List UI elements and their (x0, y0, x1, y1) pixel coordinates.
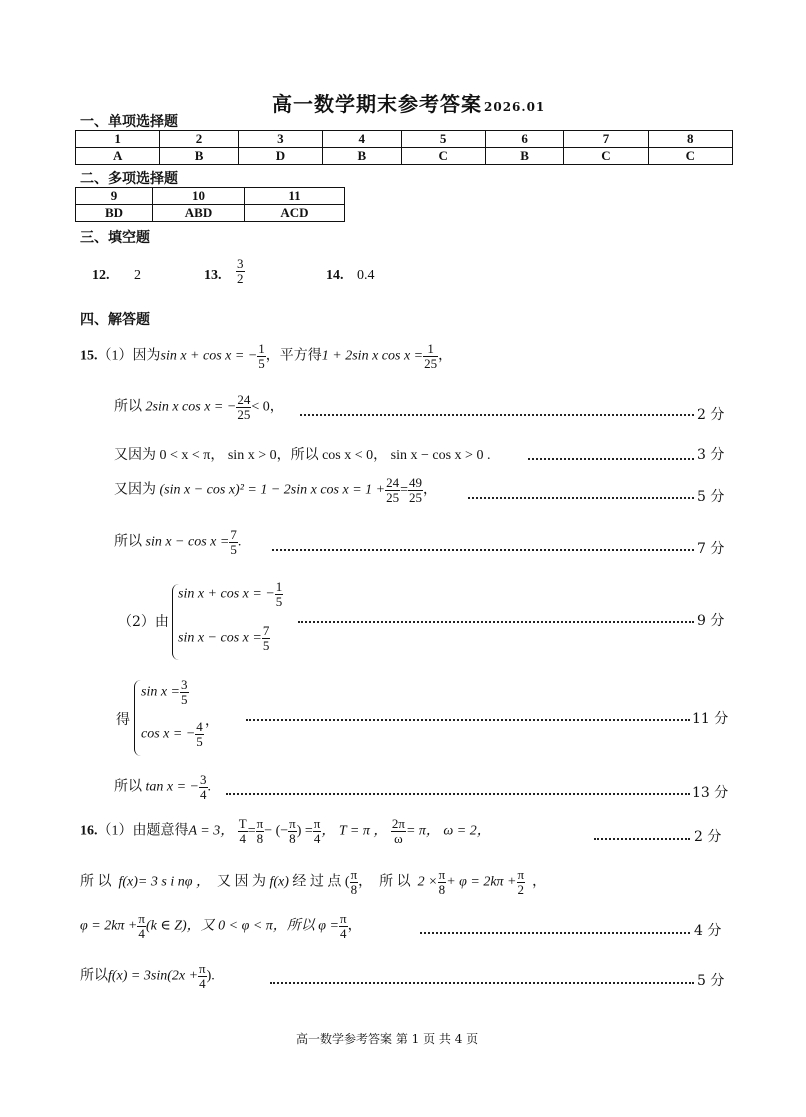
numerator: 24 (237, 392, 251, 407)
denominator: 25 (409, 489, 423, 505)
numerator: π (350, 867, 358, 882)
denominator: 5 (275, 593, 283, 609)
numerator: π (256, 816, 264, 831)
q14-number: 14. (326, 268, 344, 283)
denominator: 2 (237, 270, 244, 286)
q15-part2-label: （2）由 (118, 614, 169, 630)
dot-leader (298, 621, 694, 623)
q12-answer: 2 (134, 268, 141, 283)
denominator: ω (394, 830, 403, 846)
numerator: 7 (262, 623, 270, 638)
score: 3 分 (697, 447, 725, 463)
expr: sin x + cos x = − (160, 348, 258, 364)
fraction (517, 868, 526, 896)
table-row (76, 188, 345, 205)
table-cell: 7 (564, 131, 648, 148)
table-cell: 10 (153, 188, 245, 205)
fraction (229, 528, 238, 556)
denominator: 5 (230, 541, 237, 557)
fraction (198, 962, 207, 990)
numerator: π (438, 867, 446, 882)
denominator: 8 (350, 881, 358, 897)
text: ， (205, 714, 219, 729)
denominator: 4 (239, 830, 246, 846)
fraction (262, 624, 271, 652)
fraction (195, 720, 204, 748)
numerator: 4 (196, 719, 203, 734)
page-title (272, 88, 545, 117)
system-row-2 (178, 624, 270, 652)
fraction (236, 257, 245, 285)
table-cell: 3 (238, 131, 322, 148)
text: （1）由题意得 (97, 823, 189, 839)
q15-result-label: 得 (116, 712, 130, 728)
q16-line-4 (80, 962, 215, 990)
fraction (256, 817, 265, 845)
expr: 2sin x cos x = − (145, 399, 237, 415)
text: = (247, 823, 256, 839)
score: 4 分 (694, 923, 722, 939)
text: ). (206, 968, 215, 984)
expr: A = 3， (188, 823, 235, 839)
numerator: 1 (423, 342, 438, 357)
table-cell: 11 (245, 188, 345, 205)
expr: 2 × (417, 874, 438, 890)
denominator: 4 (340, 925, 347, 941)
text: 又因为 (114, 482, 156, 498)
table-cell: 9 (76, 188, 153, 205)
q16-number: 16. (80, 823, 98, 839)
expr: = π， ω = 2， (405, 823, 491, 839)
table-cell: A (76, 148, 160, 165)
dot-leader (468, 497, 694, 499)
system-row-1 (178, 580, 283, 608)
text: 所以 (114, 779, 142, 795)
expr: (sin x − cos x)² = 1 − 2sin x cos x = 1 + (159, 482, 386, 498)
text: 所 以 (80, 874, 112, 890)
page-footer: 高一数学参考答案 第 1 页 共 4 页 (296, 1032, 479, 1046)
table-cell: D (238, 148, 322, 165)
dot-leader (594, 838, 690, 840)
q15-line-3: 又因为 0 < x < π， sin x > 0，所以 cos x < 0， sin x − cos x > 0 . (114, 448, 491, 463)
numerator: 3 (200, 772, 207, 787)
text: ， (358, 874, 373, 890)
text: 所以 (114, 534, 142, 550)
q13-answer (236, 257, 245, 285)
numerator: π (138, 911, 145, 926)
text: . (237, 534, 242, 550)
expr: tan x = − (145, 779, 199, 795)
expr: sin x = (141, 684, 180, 700)
fraction (137, 912, 146, 940)
numerator: 1 (258, 341, 265, 356)
system-row-1 (141, 678, 189, 706)
denominator: 5 (196, 733, 203, 749)
table-cell: 8 (648, 131, 732, 148)
text: 所以 (114, 399, 142, 415)
section-single-choice: 一、单项选择题 (80, 114, 178, 130)
denominator: 25 (237, 406, 251, 422)
multi-choice-table (75, 187, 345, 222)
fraction (438, 868, 447, 896)
expr: cos x = − (141, 726, 196, 742)
expr: + φ = 2kπ + (446, 874, 517, 890)
denominator: 8 (256, 830, 264, 846)
denominator: 4 (138, 925, 145, 941)
q14-answer: 0.4 (357, 268, 375, 283)
expr: φ = 2kπ + (80, 918, 138, 934)
title-text: 高一数学期末参考答案 (272, 92, 482, 116)
dot-leader (270, 982, 694, 984)
expr: sin x − cos x = (145, 534, 230, 550)
table-cell: 4 (323, 131, 401, 148)
denominator: 4 (200, 786, 207, 802)
score: 7 分 (697, 541, 725, 557)
dot-leader (420, 932, 690, 934)
denominator: 5 (181, 691, 188, 707)
section-solutions: 四、解答题 (80, 312, 150, 328)
denominator: 5 (258, 355, 265, 371)
single-choice-table (75, 130, 733, 165)
numerator: 3 (181, 677, 188, 692)
table-cell: 2 (160, 131, 238, 148)
text: 又 因 为 (216, 874, 266, 890)
denominator: 2 (517, 881, 525, 897)
fraction (423, 342, 438, 370)
denominator: 8 (289, 830, 296, 846)
denominator: 25 (424, 355, 438, 371)
table-cell: 1 (76, 131, 160, 148)
numerator: 24 (386, 475, 400, 490)
numerator: T (238, 816, 247, 831)
table-cell: 6 (485, 131, 563, 148)
table-cell: 5 (401, 131, 485, 148)
table-cell: B (160, 148, 238, 165)
text: ， (347, 918, 362, 934)
text: − (− (264, 823, 289, 839)
dot-leader (246, 719, 690, 721)
title-date: 2026.01 (484, 100, 546, 114)
text: ， (532, 874, 547, 890)
expr: sin x − cos x = (178, 630, 262, 646)
q12-number: 12. (92, 268, 110, 283)
table-cell: B (323, 148, 401, 165)
numerator: π (340, 911, 347, 926)
fraction (275, 580, 284, 608)
fraction (199, 773, 208, 801)
expr: f(x) (269, 874, 289, 890)
denominator: 4 (199, 975, 206, 991)
table-cell: C (648, 148, 732, 165)
table-cell: ABD (153, 205, 245, 222)
table-row (76, 131, 733, 148)
score: 2 分 (694, 829, 722, 845)
text: ) = (296, 823, 313, 839)
expr: ， T = π ， (321, 823, 388, 839)
denominator: 25 (386, 489, 400, 505)
q15-line-tan (114, 773, 211, 801)
table-cell: C (564, 148, 648, 165)
denominator: 4 (313, 830, 321, 846)
numerator: π (517, 867, 525, 882)
text: < 0， (251, 399, 284, 415)
dot-leader (272, 549, 694, 551)
system-row-2 (141, 720, 204, 748)
dot-leader (226, 793, 690, 795)
text: （1）因为 (97, 348, 161, 364)
table-row (76, 148, 733, 165)
expr: sin x + cos x = − (178, 586, 275, 602)
q16-line-3 (80, 912, 362, 940)
table-cell: C (401, 148, 485, 165)
numerator: π (289, 816, 296, 831)
q15-line-2 (114, 393, 284, 421)
numerator: 49 (409, 475, 423, 490)
expr: 1 + 2sin x cos x = (321, 348, 424, 364)
q15-line-5 (114, 528, 241, 556)
text: 经 过 点 ( (292, 874, 350, 890)
score: 2 分 (697, 407, 725, 423)
dot-leader (300, 414, 694, 416)
fraction (288, 817, 297, 845)
text: . (207, 779, 211, 795)
text: ，平方得 (265, 348, 322, 364)
table-cell: ACD (245, 205, 345, 222)
q15-number: 15. (80, 348, 98, 364)
score: 5 分 (697, 489, 725, 505)
fraction (257, 342, 266, 370)
fraction (350, 868, 359, 896)
expr: f(x)= 3 s i nφ ， (118, 874, 210, 890)
section-fill-blank: 三、填空题 (80, 230, 150, 246)
denominator: 5 (262, 637, 270, 653)
numerator: 2π (391, 816, 405, 831)
q16-line-2 (80, 868, 546, 896)
fraction (180, 678, 189, 706)
table-row (76, 205, 345, 222)
numerator: 7 (230, 527, 237, 542)
numerator: 1 (275, 579, 283, 594)
numerator: π (313, 816, 321, 831)
fraction (391, 817, 406, 845)
table-cell: BD (76, 205, 153, 222)
text: = (400, 482, 409, 498)
fraction (236, 393, 251, 421)
score: 13 分 (692, 785, 729, 801)
dot-leader (528, 458, 694, 460)
fraction (339, 912, 348, 940)
denominator: 8 (438, 881, 446, 897)
q15-line-1 (80, 342, 452, 370)
expr: f(x) = 3sin(2x + (108, 968, 199, 984)
q15-line-4 (114, 476, 437, 504)
text: ， (438, 348, 453, 364)
fraction (385, 476, 400, 504)
numerator: π (199, 961, 206, 976)
text: ， (423, 482, 438, 498)
q16-line-1 (80, 817, 491, 845)
text: 所以 (80, 968, 108, 984)
score: 11 分 (692, 711, 729, 727)
table-cell: B (485, 148, 563, 165)
expr: (k ∈ Z)，又 0 < φ < π，所以 φ = (145, 918, 339, 934)
score: 5 分 (697, 973, 725, 989)
numerator: 3 (237, 256, 244, 271)
text: 所 以 (379, 874, 411, 890)
q13-number: 13. (204, 268, 222, 283)
fraction (238, 817, 248, 845)
score: 9 分 (697, 613, 725, 629)
fraction (408, 476, 423, 504)
section-multi-choice: 二、多项选择题 (80, 171, 178, 187)
brace (134, 680, 141, 756)
